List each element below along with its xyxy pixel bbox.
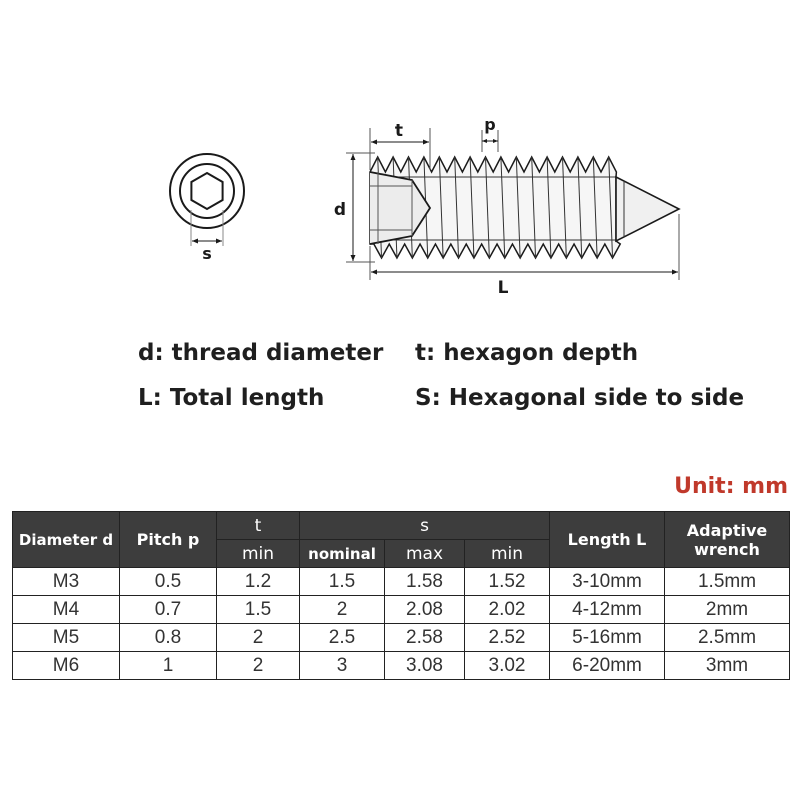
header-length: Length L	[550, 512, 665, 568]
legend-L: L: Total length	[138, 385, 325, 411]
header-t-min: min	[217, 540, 300, 568]
cell-length: 5-16mm	[550, 624, 665, 652]
legend-t: t: hexagon depth	[415, 340, 639, 366]
table-row	[13, 596, 790, 624]
screw-diagram	[0, 0, 800, 320]
cell-pitch: 0.5	[120, 568, 217, 596]
table-row	[13, 624, 790, 652]
cell-s-min: 3.02	[465, 652, 550, 680]
cell-pitch: 1	[120, 652, 217, 680]
unit-label: Unit: mm	[674, 474, 788, 499]
legend-S: S: Hexagonal side to side	[415, 385, 745, 411]
header-pitch: Pitch p	[120, 512, 217, 568]
legend-d: d: thread diameter	[138, 340, 384, 366]
cell-length: 6-20mm	[550, 652, 665, 680]
cell-length: 3-10mm	[550, 568, 665, 596]
cell-t-min: 2	[217, 652, 300, 680]
header-s-nominal: nominal	[300, 540, 385, 568]
cell-diameter: M6	[13, 652, 120, 680]
cell-s-max: 2.08	[385, 596, 465, 624]
cell-s-nominal: 3	[300, 652, 385, 680]
table-row	[13, 568, 790, 596]
cell-diameter: M3	[13, 568, 120, 596]
cell-t-min: 2	[217, 624, 300, 652]
cell-s-max: 3.08	[385, 652, 465, 680]
label-L: L	[497, 278, 509, 298]
cell-s-nominal: 2	[300, 596, 385, 624]
header-wrench: Adaptive wrench	[665, 512, 790, 568]
cell-s-nominal: 1.5	[300, 568, 385, 596]
spec-table	[12, 511, 790, 680]
cell-wrench: 1.5mm	[665, 568, 790, 596]
cell-s-nominal: 2.5	[300, 624, 385, 652]
hex-socket-icon	[191, 173, 222, 209]
header-s-min: min	[465, 540, 550, 568]
table-row	[13, 652, 790, 680]
end-view	[170, 154, 244, 246]
cell-wrench: 2mm	[665, 596, 790, 624]
cone-point	[616, 177, 679, 241]
cell-s-max: 1.58	[385, 568, 465, 596]
cell-length: 4-12mm	[550, 596, 665, 624]
header-s-max: max	[385, 540, 465, 568]
header-t: t	[217, 512, 300, 540]
cell-s-max: 2.58	[385, 624, 465, 652]
label-s: s	[202, 244, 212, 263]
cell-pitch: 0.8	[120, 624, 217, 652]
cell-s-min: 2.02	[465, 596, 550, 624]
cell-s-min: 2.52	[465, 624, 550, 652]
cell-diameter: M4	[13, 596, 120, 624]
cell-diameter: M5	[13, 624, 120, 652]
label-d: d	[333, 200, 347, 220]
cell-wrench: 2.5mm	[665, 624, 790, 652]
cell-s-min: 1.52	[465, 568, 550, 596]
cell-pitch: 0.7	[120, 596, 217, 624]
label-p: p	[484, 115, 496, 134]
cell-wrench: 3mm	[665, 652, 790, 680]
cell-t-min: 1.5	[217, 596, 300, 624]
label-t: t	[394, 121, 404, 141]
side-view	[370, 157, 679, 258]
header-s: s	[300, 512, 550, 540]
header-diameter: Diameter d	[13, 512, 120, 568]
cell-t-min: 1.2	[217, 568, 300, 596]
